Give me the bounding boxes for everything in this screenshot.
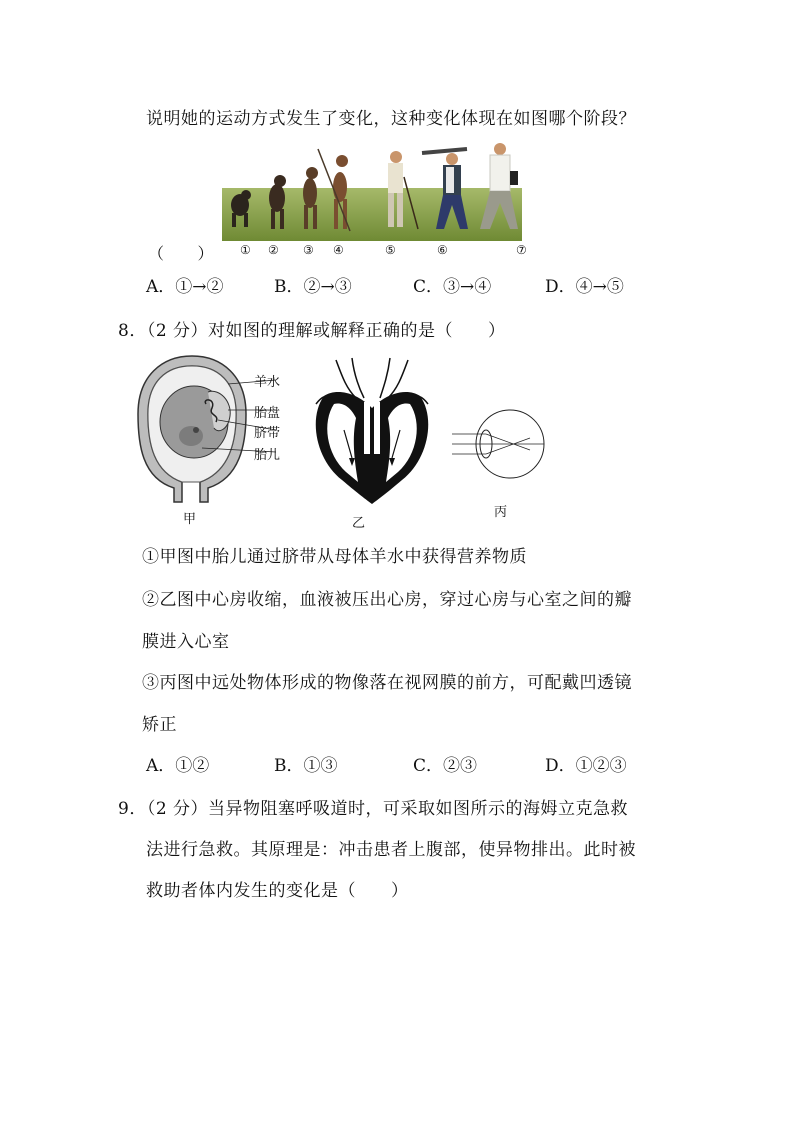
q8-statement-1: ①甲图中胎儿通过脐带从母体羊水中获得营养物质 bbox=[142, 547, 527, 567]
caption-bing: 丙 bbox=[494, 505, 508, 520]
q9-stem-line1: 9．（2 分）当异物阻塞呼吸道时，可采取如图所示的海姆立克急救 bbox=[118, 799, 629, 819]
q8-option-b[interactable]: B．①③ bbox=[274, 756, 338, 776]
q7-option-d[interactable]: D．④→⑤ bbox=[545, 277, 624, 297]
q8-statement-2-line2: 膜进入心室 bbox=[142, 632, 230, 652]
stage-label-6: ⑥ bbox=[437, 243, 448, 257]
q8-stem: 8．（2 分）对如图的理解或解释正确的是（ ） bbox=[118, 321, 506, 341]
stage-label-1: ① bbox=[240, 243, 251, 257]
q8-statement-3-line2: 矫正 bbox=[142, 715, 177, 735]
label-placenta: 胎盘 bbox=[254, 406, 281, 421]
q9-stem-line2: 法进行急救。其原理是：冲击患者上腹部，使异物排出。此时被 bbox=[146, 840, 636, 860]
q7-option-b[interactable]: B．②→③ bbox=[274, 277, 352, 297]
label-fetus: 胎儿 bbox=[254, 448, 281, 463]
figure-bing-eye bbox=[452, 408, 548, 494]
evolution-image bbox=[222, 143, 522, 241]
q7-text-line: 说明她的运动方式发生了变化，这种变化体现在如图哪个阶段？ bbox=[146, 109, 636, 129]
q8-statement-3-line1: ③丙图中远处物体形成的物像落在视网膜的前方，可配戴凹透镜 bbox=[142, 673, 632, 693]
stage-label-2: ② bbox=[268, 243, 279, 257]
q7-option-c[interactable]: C．③→④ bbox=[413, 277, 492, 297]
q8-option-a[interactable]: A．①② bbox=[146, 756, 210, 776]
label-amniotic-fluid: 羊水 bbox=[254, 375, 281, 390]
stage-label-5: ⑤ bbox=[385, 243, 396, 257]
q7-option-a[interactable]: A．①→② bbox=[146, 277, 224, 297]
stage-label-4: ④ bbox=[333, 243, 344, 257]
caption-jia: 甲 bbox=[183, 512, 197, 527]
q9-stem-line3: 救助者体内发生的变化是（ ） bbox=[146, 881, 409, 901]
label-umbilical-cord: 脐带 bbox=[254, 426, 281, 441]
q7-answer-blank: （ ） bbox=[148, 244, 215, 263]
stage-label-3: ③ bbox=[303, 243, 314, 257]
caption-yi: 乙 bbox=[352, 516, 366, 531]
q8-option-d[interactable]: D．①②③ bbox=[545, 756, 627, 776]
q8-statement-2-line1: ②乙图中心房收缩，血液被压出心房，穿过心房与心室之间的瓣 bbox=[142, 590, 632, 610]
stage-label-7: ⑦ bbox=[516, 243, 527, 257]
figure-jia-uterus bbox=[136, 352, 248, 510]
figure-yi-heart bbox=[312, 358, 432, 506]
q8-option-c[interactable]: C．②③ bbox=[413, 756, 478, 776]
